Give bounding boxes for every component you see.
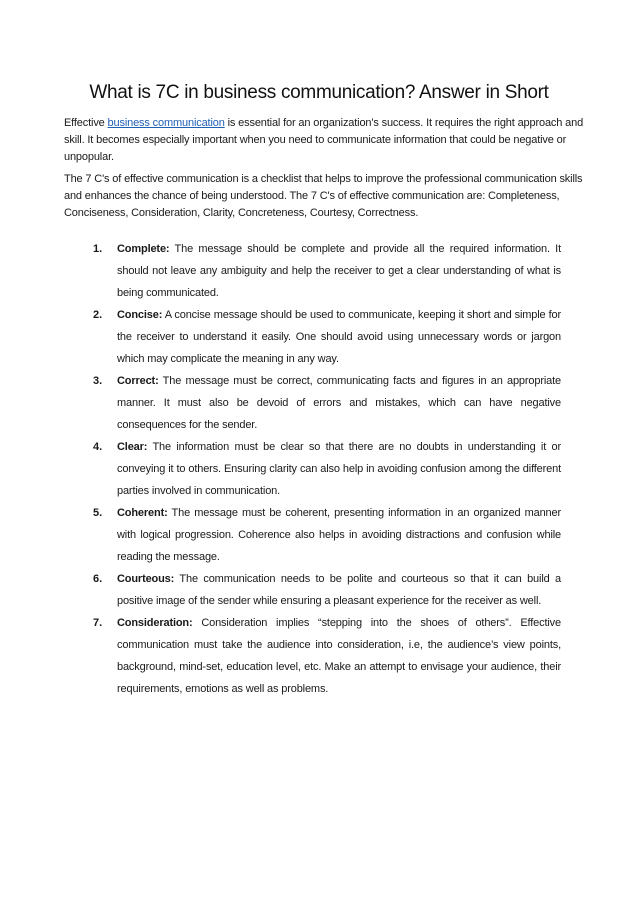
list-item-text: The information must be clear so that there are no doubts in understanding it or conveying it to others. Ensuring clarity can also help in avoiding confusion among the different parties involved in communication. [117, 441, 561, 497]
intro-paragraph [64, 115, 584, 166]
seven-cs-paragraph: The 7 C's of effective communication is a checklist that helps to improve the professional communication skills and enhances the chance of being understood. The 7 C's of effective communication are: Completeness, Conciseness, Consideration, Clarity, Concreteness, Courtesy, Correctness. [64, 173, 583, 219]
intro-text-before-link: Effective [64, 117, 108, 129]
list-item [0, 238, 638, 304]
list-item-number: 3. [93, 375, 103, 387]
list-item-term: Coherent: [117, 507, 168, 519]
list-item-text: The message must be correct, communicating facts and figures in an appropriate manner. It must also be devoid of errors and mistakes, which can have negative consequences for the sender. [117, 375, 561, 431]
seven-cs-list [0, 238, 638, 700]
list-item-number: 5. [93, 507, 103, 519]
list-item-text: The message must be coherent, presenting information in an organized manner with logical progression. Coherence also helps in avoiding distractions and confusion while reading the message. [117, 507, 561, 563]
list-item-term: Consideration: [117, 617, 193, 629]
list-item-number: 7. [93, 617, 103, 629]
business-communication-link[interactable]: business communication [107, 117, 225, 129]
list-item-term: Correct: [117, 375, 159, 387]
list-item-text: The communication needs to be polite and courteous so that it can build a positive image of the sender while ensuring a pleasant experience for the receiver as well. [117, 573, 561, 607]
list-item-text: The message should be complete and provide all the required information. It should not leave any ambiguity and help the receiver to get a clear understanding of what is being communicated. [117, 243, 561, 299]
list-item-term: Clear: [117, 441, 148, 453]
list-item [0, 612, 638, 700]
list-item [0, 568, 638, 612]
list-item-number: 6. [93, 573, 103, 585]
list-item [0, 304, 638, 370]
list-item-number: 4. [93, 441, 103, 453]
list-item-term: Complete: [117, 243, 170, 255]
intro-text-after-link: is essential for an organization's success. It requires the right approach and skill. It becomes especially important when you need to communicate information that could be negative or unpopular. [64, 117, 584, 163]
list-item [0, 436, 638, 502]
list-item-term: Concise: [117, 309, 163, 321]
list-item-number: 2. [93, 309, 103, 321]
list-item-text: Consideration implies “stepping into the shoes of others”. Effective communication must take the audience into consideration, i.e, the audience’s view points, background, mind-set, education level, etc. Make an attempt to envisage your audience, their requirements, emotions as well as problems. [117, 617, 561, 695]
list-item [0, 502, 638, 568]
page-title: What is 7C in business communication? Answer in Short [89, 82, 549, 103]
list-item [0, 370, 638, 436]
list-item-number: 1. [93, 243, 103, 255]
list-item-term: Courteous: [117, 573, 175, 585]
list-item-text: A concise message should be used to communicate, keeping it short and simple for the receiver to understand it easily. One should avoid using unnecessary words or jargon which may complicate the meaning in any way. [117, 309, 561, 365]
